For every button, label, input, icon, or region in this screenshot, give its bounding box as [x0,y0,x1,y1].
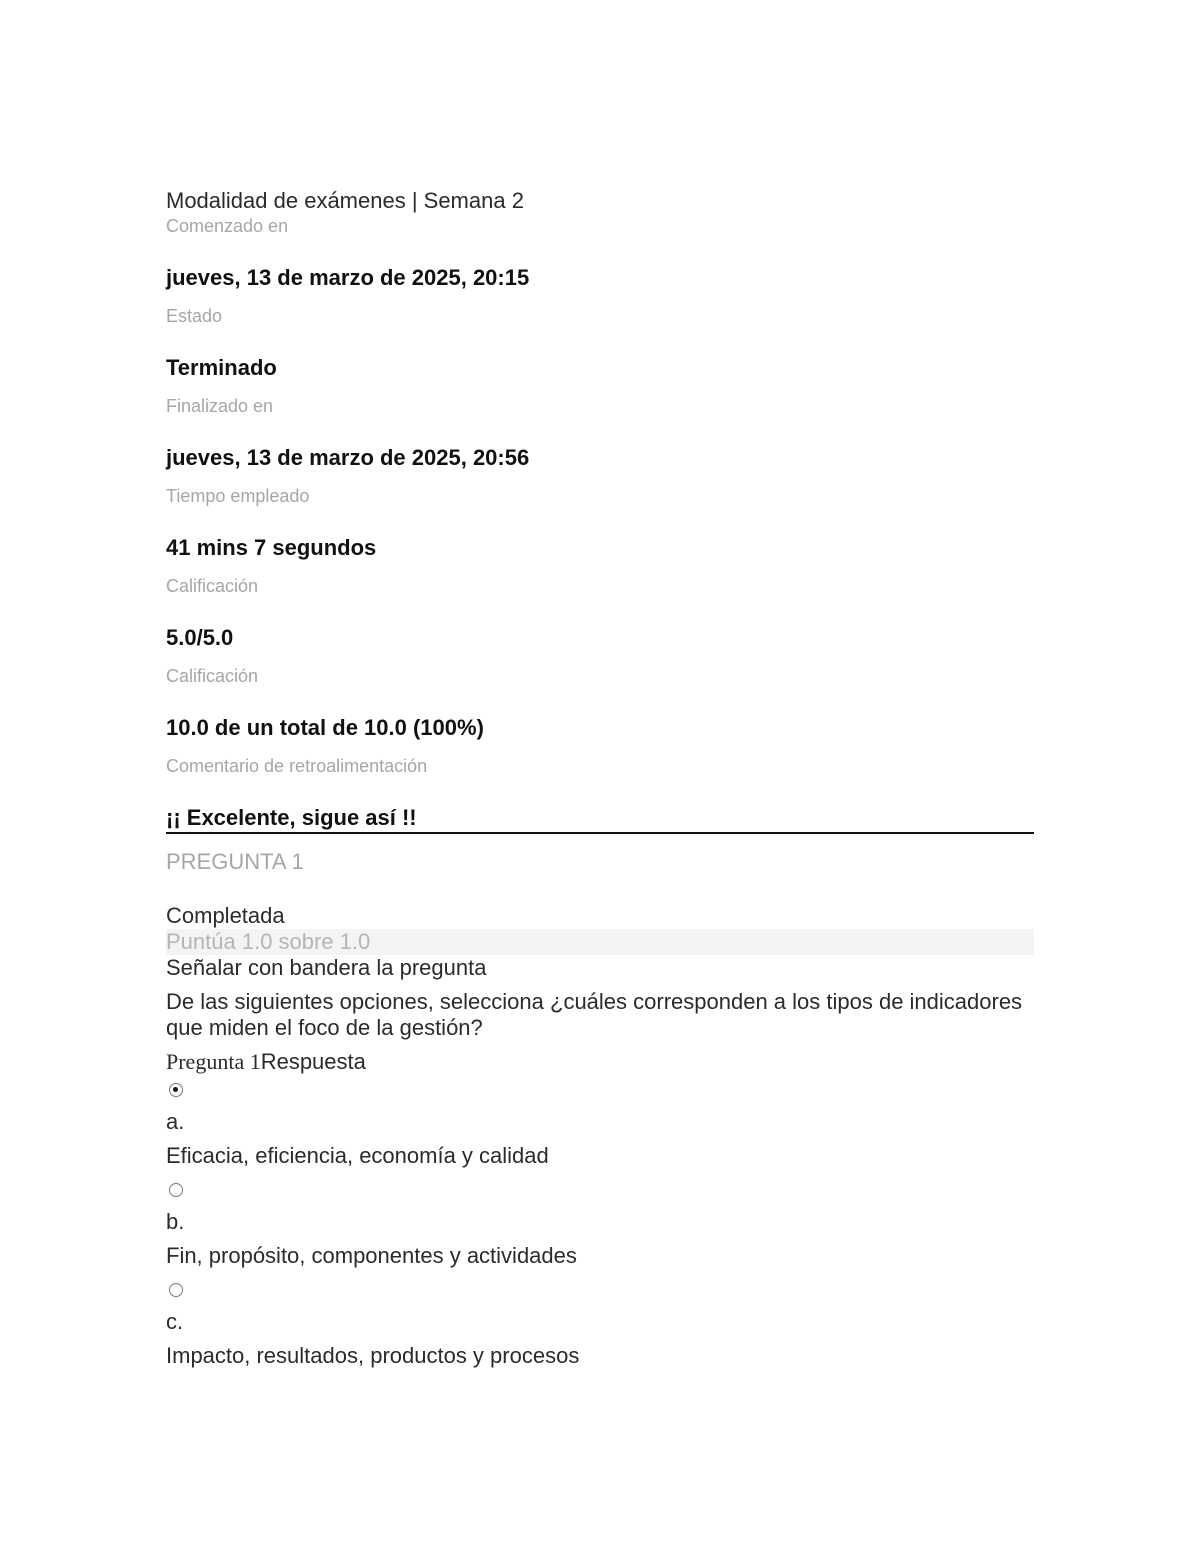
quiz-review-page [166,187,1034,1369]
option-a-letter: a. [166,1109,185,1134]
answer-option-a[interactable] [166,1083,1034,1169]
option-b-letter: b. [166,1209,185,1234]
feedback-label: Comentario de retroalimentación [166,756,428,776]
time-taken-label: Tiempo empleado [166,486,310,506]
question-text: De las siguientes opciones, selecciona ¿cuáles corresponden a los tipos de indicadores que miden el foco de la gestión? [166,989,1023,1040]
finished-value: jueves, 13 de marzo de 2025, 20:56 [166,445,530,470]
option-b-text: Fin, propósito, componentes y actividades [166,1243,577,1268]
page-title: Modalidad de exámenes | Semana 2 [166,188,524,213]
started-value: jueves, 13 de marzo de 2025, 20:15 [166,265,530,290]
option-c-letter: c. [166,1309,184,1334]
answer-prefix: Pregunta 1 [166,1049,261,1074]
finished-label: Finalizado en [166,396,274,416]
marks-value: 5.0/5.0 [166,625,234,650]
radio-option-a-icon[interactable] [169,1083,183,1097]
question-number: PREGUNTA 1 [166,849,304,874]
marks-label: Calificación [166,576,259,596]
status-label: Estado [166,306,223,326]
option-a-text: Eficacia, eficiencia, economía y calidad [166,1143,549,1168]
time-taken-value: 41 mins 7 segundos [166,535,377,560]
question-state: Completada [166,903,285,928]
flag-question-link[interactable]: Señalar con bandera la pregunta [166,955,487,980]
question-grade: Puntúa 1.0 sobre 1.0 [166,929,1034,955]
answer-heading [166,1049,1034,1075]
radio-option-b-icon[interactable] [169,1183,183,1197]
grade-value: 10.0 de un total de 10.0 (100%) [166,715,484,740]
radio-option-c-icon[interactable] [169,1283,183,1297]
grade-label: Calificación [166,666,259,686]
started-label: Comenzado en [166,216,289,236]
answer-option-b[interactable] [166,1183,1034,1269]
option-c-text: Impacto, resultados, productos y procesos [166,1343,580,1368]
status-value: Terminado [166,355,277,380]
answer-option-c[interactable] [166,1283,1034,1369]
answer-label: Respuesta [260,1049,366,1074]
answer-options [166,1083,1034,1369]
feedback-value: ¡¡ Excelente, sigue así !! [166,804,1034,834]
